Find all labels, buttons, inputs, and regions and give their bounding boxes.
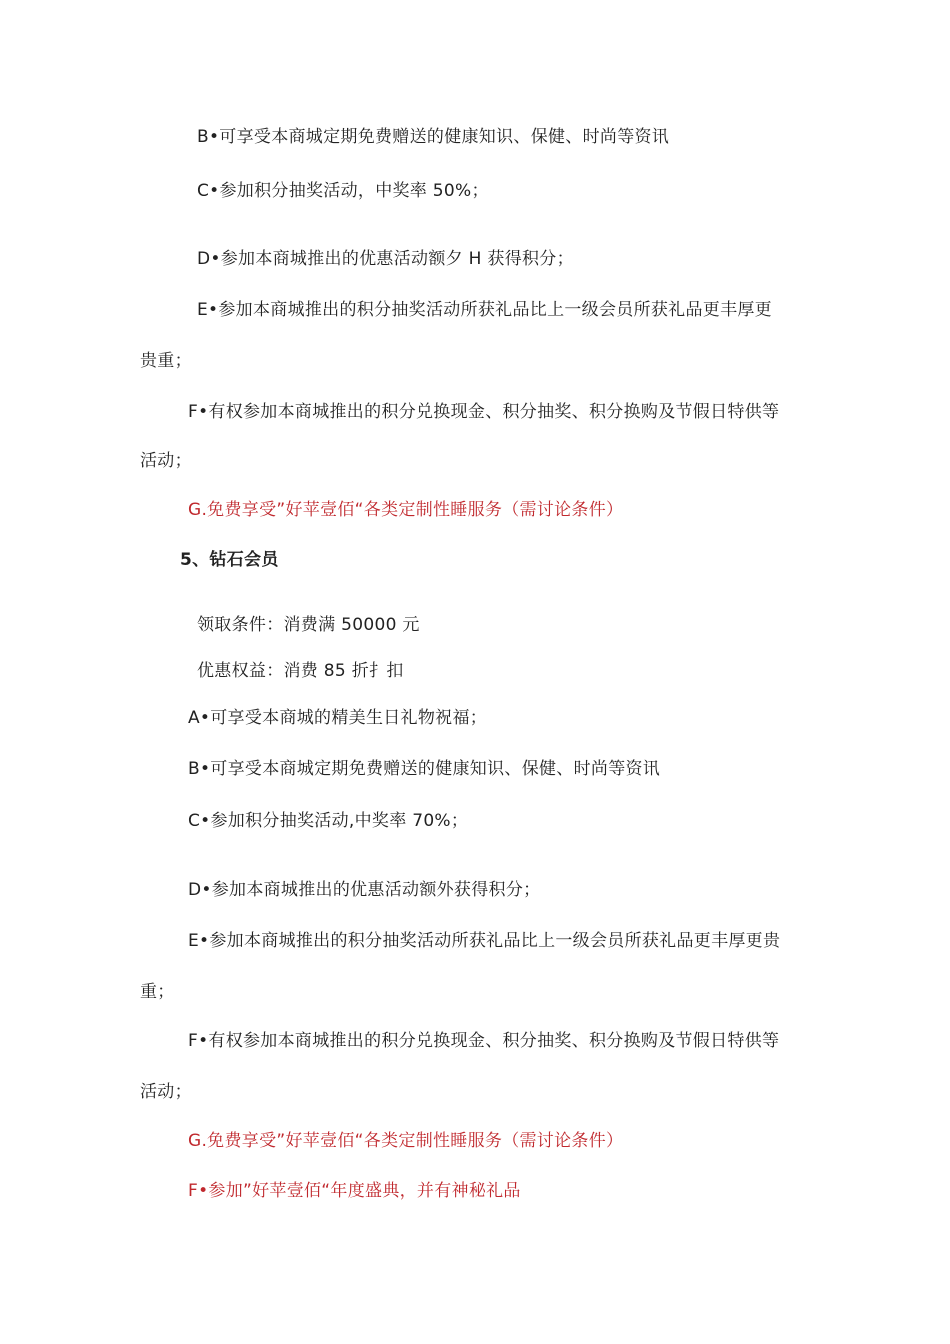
prev-benefit-f-line2: 活动；	[140, 451, 192, 471]
diamond-benefit-discount: 优惠权益：消费 85 折扌扣	[197, 661, 404, 681]
diamond-benefit-a: A•可享受本商城的精美生日礼物祝福；	[188, 708, 488, 728]
diamond-benefit-e-line1: E•参加本商城推出的积分抽奖活动所获礼品比上一级会员所获礼品更丰厚更贵	[188, 931, 781, 951]
prev-benefit-g: G.免费享受”好苹壹佰“各类定制性睡服务（需讨论条件）	[188, 500, 624, 520]
prev-benefit-d: D•参加本商城推出的优惠活动额夕 H 获得积分；	[197, 249, 574, 269]
prev-benefit-b: B•可享受本商城定期免费赠送的健康知识、保健、时尚等资讯	[197, 127, 670, 147]
prev-benefit-f-line1: F•有权参加本商城推出的积分兑换现金、积分抽奖、积分换购及节假日特供等	[188, 402, 780, 422]
prev-benefit-e-line2: 贵重；	[140, 351, 192, 371]
diamond-benefit-f-line2: 活动；	[140, 1082, 192, 1102]
diamond-condition: 领取条件：消费满 50000 元	[197, 615, 420, 635]
diamond-benefit-c: C•参加积分抽奖活动,中奖率 70%；	[188, 811, 469, 831]
diamond-benefit-f-line1: F•有权参加本商城推出的积分兑换现金、积分抽奖、积分换购及节假日特供等	[188, 1031, 780, 1051]
prev-benefit-e-line1: E•参加本商城推出的积分抽奖活动所获礼品比上一级会员所获礼品更丰厚更	[197, 300, 772, 320]
prev-benefit-c: C•参加积分抽奖活动，中奖率 50%；	[197, 181, 489, 201]
diamond-benefit-b: B•可享受本商城定期免费赠送的健康知识、保健、时尚等资讯	[188, 759, 661, 779]
diamond-benefit-d: D•参加本商城推出的优惠活动额外获得积分；	[188, 880, 541, 900]
diamond-benefit-f-extra: F•参加”好苹壹佰“年度盛典，并有神秘礼品	[188, 1181, 521, 1201]
section-heading-diamond: 5、钻石会员	[180, 550, 279, 570]
diamond-benefit-g: G.免费享受”好苹壹佰“各类定制性睡服务（需讨论条件）	[188, 1131, 624, 1151]
diamond-benefit-e-line2: 重；	[140, 982, 175, 1002]
